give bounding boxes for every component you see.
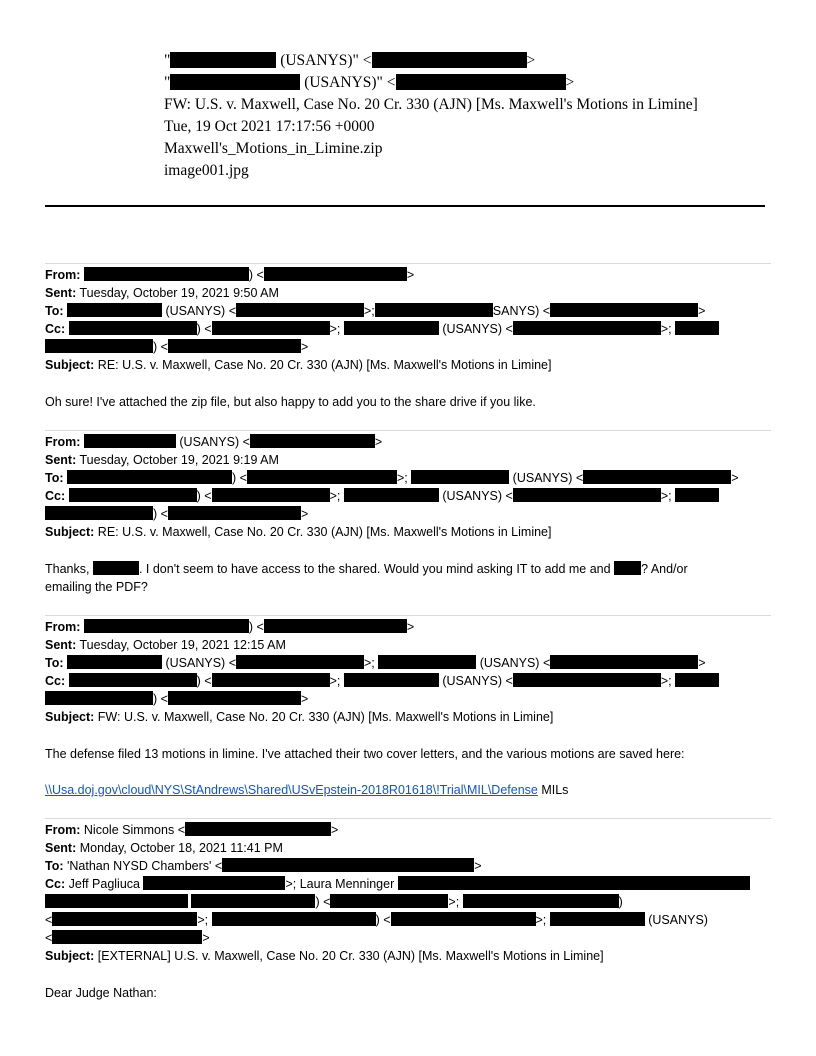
org-text: (USANYS)	[479, 656, 540, 670]
redaction	[168, 506, 301, 520]
cc-label: Cc:	[45, 322, 66, 336]
redaction	[236, 655, 364, 669]
redaction	[236, 303, 364, 317]
org-text: (USANYS)	[442, 489, 503, 503]
redaction	[45, 506, 153, 520]
sent-label: Sent:	[45, 841, 77, 855]
redaction	[84, 434, 176, 448]
redaction	[212, 488, 330, 502]
redaction	[264, 619, 407, 633]
header-from-value: " (USANYS)" < >	[164, 52, 536, 69]
message-3-from: From: ) < >	[45, 620, 415, 634]
message-divider	[45, 818, 771, 819]
redaction	[250, 434, 375, 448]
message-divider	[45, 615, 771, 616]
message-4-cc-cont-1: ) < >; )	[45, 894, 623, 911]
subject-value: RE: U.S. v. Maxwell, Case No. 20 Cr. 330 (AJN) [Ms. Maxwell's Motions in Limine]	[97, 525, 552, 539]
message-4-subject	[45, 948, 604, 965]
redaction	[222, 858, 474, 872]
body-text: ? And/or	[641, 562, 688, 576]
to-label: To:	[45, 304, 64, 318]
message-3-cc: Cc: ) < >; (USANYS) < >;	[45, 673, 719, 690]
redaction	[84, 267, 249, 281]
redaction	[513, 321, 661, 335]
message-1-cc: Cc: ) < >; (USANYS) < >;	[45, 321, 719, 338]
from-label: From:	[45, 268, 81, 282]
sent-value: Monday, October 18, 2021 11:41 PM	[79, 841, 283, 855]
redaction	[247, 470, 397, 484]
message-1-body: Oh sure! I've attached the zip file, but also happy to add you to the share drive if you like.	[45, 395, 536, 409]
redaction	[396, 74, 566, 90]
body-text: Thanks,	[45, 562, 90, 576]
to-label: To:	[45, 656, 64, 670]
from-label: From:	[45, 823, 81, 837]
redaction	[463, 894, 619, 908]
message-4-cc-cont-3: < >	[45, 931, 210, 945]
message-3-to: To: (USANYS) < >; (USANYS) < >	[45, 656, 706, 670]
message-3-sent	[45, 637, 286, 654]
header-from-text: (USANYS)"	[280, 52, 359, 69]
message-4-body: Dear Judge Nathan:	[45, 986, 157, 1000]
header-subject-value: FW: U.S. v. Maxwell, Case No. 20 Cr. 330 (AJN) [Ms. Maxwell's Motions in Limine]	[164, 96, 698, 113]
message-4-to: To: 'Nathan NYSD Chambers' < >	[45, 859, 482, 873]
sent-label: Sent:	[45, 286, 77, 300]
redaction	[344, 321, 439, 335]
redaction	[69, 673, 197, 687]
org-text: (USANYS)	[512, 471, 573, 485]
header-to-text: (USANYS)"	[304, 74, 383, 91]
body-text: . I don't seem to have access to the shared. Would you mind asking IT to add me and	[138, 562, 611, 576]
subject-value: RE: U.S. v. Maxwell, Case No. 20 Cr. 330 (AJN) [Ms. Maxwell's Motions in Limine]	[97, 358, 552, 372]
message-2-cc: Cc: ) < >; (USANYS) < >;	[45, 488, 719, 505]
redaction	[330, 894, 448, 908]
redaction	[550, 303, 698, 317]
redaction	[143, 876, 285, 890]
message-2-to: To: ) < >; (USANYS) < >	[45, 471, 739, 485]
header-to-value: " (USANYS)" < >	[164, 74, 575, 91]
to-label: To:	[45, 859, 64, 873]
redaction	[69, 488, 197, 502]
cc-name: Laura Menninger	[299, 877, 395, 891]
redaction	[550, 912, 645, 926]
redaction	[45, 339, 153, 353]
redaction	[583, 470, 731, 484]
message-1-subject	[45, 357, 551, 374]
message-divider	[45, 263, 771, 264]
message-4-cc: Cc: Jeff Pagliuca >; Laura Menninger	[45, 876, 750, 893]
subject-value: FW: U.S. v. Maxwell, Case No. 20 Cr. 330 (AJN) [Ms. Maxwell's Motions in Limine]	[97, 710, 554, 724]
header-date-value: Tue, 19 Oct 2021 17:17:56 +0000	[164, 118, 375, 135]
redaction	[264, 267, 407, 281]
redaction	[675, 321, 719, 335]
message-2-body	[45, 560, 765, 596]
cc-label: Cc:	[45, 877, 66, 891]
from-label: From:	[45, 435, 81, 449]
redaction	[84, 619, 249, 633]
share-drive-link[interactable]: \\Usa.doj.gov\cloud\NYS\StAndrews\Shared\USvEpstein-2018R01618\!Trial\MIL\Defense	[45, 783, 538, 797]
redaction	[67, 303, 162, 317]
org-text: (USANYS)	[165, 656, 226, 670]
header-inline-images-value[interactable]: image001.jpg	[164, 162, 249, 179]
message-1-to: To: (USANYS) < >; SANYS) < >	[45, 304, 706, 318]
from-name: Nicole Simmons	[83, 823, 175, 837]
redaction	[398, 876, 750, 890]
org-text: (USANYS)	[179, 435, 240, 449]
redaction	[52, 930, 202, 944]
org-text: (USANYS)	[442, 674, 503, 688]
redaction	[170, 52, 276, 68]
message-3-link-line	[45, 781, 765, 799]
redaction	[45, 894, 188, 908]
message-divider	[45, 430, 771, 431]
cc-label: Cc:	[45, 489, 66, 503]
redaction	[513, 488, 661, 502]
link-tail-text: MILs	[541, 783, 569, 797]
redaction	[170, 74, 300, 90]
org-text: (USANYS)	[648, 913, 708, 927]
message-4-sent	[45, 840, 283, 857]
message-3-subject	[45, 709, 553, 726]
message-4-cc-cont-2: < >; ) < >; (USANYS)	[45, 913, 708, 927]
redaction	[168, 691, 301, 705]
redaction	[344, 673, 439, 687]
message-1-from: From: ) < >	[45, 268, 415, 282]
sent-label: Sent:	[45, 453, 77, 467]
subject-value: [EXTERNAL] U.S. v. Maxwell, Case No. 20 Cr. 330 (AJN) [Ms. Maxwell's Motions in Limine]	[97, 949, 604, 963]
redaction	[391, 912, 536, 926]
redaction	[378, 655, 476, 669]
redaction	[344, 488, 439, 502]
redaction	[675, 673, 719, 687]
redaction	[45, 691, 153, 705]
to-label: To:	[45, 471, 64, 485]
redaction	[212, 321, 330, 335]
redaction	[67, 470, 232, 484]
org-text: (USANYS)	[165, 304, 226, 318]
cc-label: Cc:	[45, 674, 66, 688]
sent-value: Tuesday, October 19, 2021 9:50 AM	[79, 286, 279, 300]
message-2-sent	[45, 452, 279, 469]
header-attachments-value[interactable]: Maxwell's_Motions_in_Limine.zip	[164, 140, 383, 157]
redaction	[67, 655, 162, 669]
subject-label: Subject:	[45, 710, 95, 724]
redaction	[372, 52, 527, 68]
sent-label: Sent:	[45, 638, 77, 652]
subject-label: Subject:	[45, 949, 95, 963]
redaction	[375, 303, 493, 317]
org-text: SANYS)	[492, 304, 540, 318]
redaction	[411, 470, 509, 484]
org-text: (USANYS)	[442, 322, 503, 336]
sent-value: Tuesday, October 19, 2021 9:19 AM	[79, 453, 279, 467]
message-4-from: From: Nicole Simmons < >	[45, 823, 339, 837]
body-text: emailing the PDF?	[45, 580, 148, 594]
sent-value: Tuesday, October 19, 2021 12:15 AM	[79, 638, 286, 652]
subject-label: Subject:	[45, 358, 95, 372]
cc-name: Jeff Pagliuca	[68, 877, 140, 891]
header-divider	[45, 205, 765, 207]
message-3-cc-cont: ) < >	[45, 691, 308, 708]
message-1-cc-cont: ) < >	[45, 339, 308, 356]
redaction	[550, 655, 698, 669]
subject-label: Subject:	[45, 525, 95, 539]
redaction	[212, 673, 330, 687]
message-1-sent	[45, 285, 279, 302]
to-name: 'Nathan NYSD Chambers'	[67, 859, 212, 873]
redaction	[212, 912, 376, 926]
message-2-cc-cont: ) < >	[45, 506, 308, 523]
redaction	[185, 822, 331, 836]
redaction	[614, 561, 641, 575]
redaction	[52, 912, 197, 926]
from-label: From:	[45, 620, 81, 634]
message-3-body: The defense filed 13 motions in limine. I've attached their two cover letters, and the various motions are saved here:	[45, 747, 685, 761]
redaction	[191, 894, 315, 908]
redaction	[168, 339, 301, 353]
redaction	[93, 561, 139, 575]
message-2-subject	[45, 524, 551, 541]
redaction	[675, 488, 719, 502]
redaction	[513, 673, 661, 687]
redaction	[69, 321, 197, 335]
message-2-from: From: (USANYS) < >	[45, 435, 383, 449]
